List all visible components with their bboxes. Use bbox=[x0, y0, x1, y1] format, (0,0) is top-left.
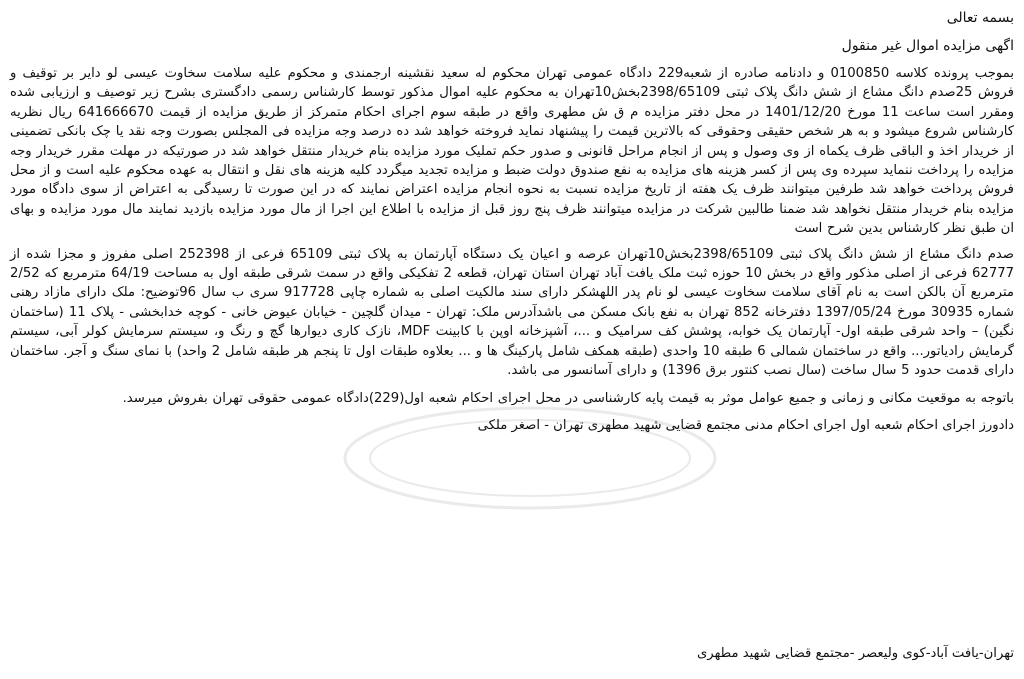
basmala-heading: بسمه تعالی bbox=[946, 10, 1014, 26]
address-line: تهران-یافت آباد-کوی ولیعصر -مجتمع قضایی شهید مطهری bbox=[696, 646, 1014, 661]
property-description-paragraph: صدم دانگ مشاع از شش دانگ پلاک ثبتی 2398/65109بخش10تهران عرصه و اعیان یک دستگاه آپارتمان به پلاک ثبتی 65109 فرعی از 252398 اصلی مفروز و مجزا شده از 62777 فرعی از اصلی مذکور واقع در بخش 10 حوزه ثبت ملک یافت آباد تهران استان تهران، قطعه 2 تفکیکی واقع در سمت شرقی طبقه اول به مساحت 64/19 مترمربع که 2/52 مترمربع آن بالکن است به نام آقای سلامت سخاوت عیسی لو نام پدر اللهشکر دارای سند مالکیت اصلی به شماره چاپی 917728 سری ب سال 96توضیح: ملک دارای مازاد رهنی شماره 30935 مورخ 1397/05/24 دفترخانه 852 تهران به نفع بانک مسکن می باشدآدرس ملک: تهران - میدان گلچین - خیابان عیوض خانی - کوچه خدابخشی - پلاک 11 (ساختمان نگین) – واحد شرقی طبقه اول- آپارتمان یک خوابه، پوشش کف سرامیک و ...، آشپزخانه اوپن با کابینت MDF، نازک کاری دیوارها گچ و رنگ و، سیستم سرمایش کولر آبی، سیستم گرمایش رادیاتور... واقع در ساختمان شمالی 6 طبقه 10 واحدی (طبقه همکف شامل پارکینگ ها و ... بعلاوه طبقات اول تا پنجم هر طبقه شامل 2 واحد) با نمای سنگ و آجر. ساختمان دارای قدمت حدود 5 سال ساخت (سال نصب کنتور برق 1396) و دارای آسانسور می باشد. bbox=[10, 246, 1014, 379]
sale-basis-paragraph: باتوجه به موقعیت مکانی و زمانی و جمیع عوامل موثر به قیمت پایه کارشناسی در محل اجرای احکام شعبه اول(229)دادگاه عمومی حقوقی تهران بفروش میرسد. bbox=[122, 390, 1014, 406]
signature-line: دادورز اجرای احکام شعبه اول اجرای احکام مدنی مجتمع قضایی شهید مطهری تهران - اصغر ملکی bbox=[477, 417, 1014, 433]
notice-title: اگهی مزایده اموال غیر منقول bbox=[841, 38, 1014, 54]
notice-document bbox=[10, 8, 1014, 670]
auction-terms-paragraph: بموجب پرونده کلاسه 0100850 و دادنامه صادره از شعبه229 دادگاه عمومی تهران محکوم له سعید نقشینه ارجمندی و محکوم علیه سلامت سخاوت عیسی لو دایر بر توقیف و فروش 25صدم دانگ مشاع از شش دانگ پلاک ثبتی 2398/65109بخش10تهران به محکوم علیه اموال مذکور توسط کارشناس رسمی دادگستری بشرح زیر توصیف و ارزیابی شده ومقرر است ساعت 11 مورخ 1401/12/20 در محل دفتر مزایده م ق ش مطهری واقع در طبقه سوم اجرای احکام متمرکز از طریق مزایده از قیمت 641666670 ریال نظریه کارشناس شروع میشود و به هر شخص حقیقی وحقوقی که بالاترین قیمت را پیشنهاد نماید فروخته خواهد شد ده درصد وجه مزایده فی المجلس بصورت وجه نقد یا چک بانکی تضمینی از خریدار اخذ و الباقی ظرف یکماه از وی وصول و پس از انجام مراحل قانونی و صدور حکم تملیک مورد مزایده بنام خریدار منتقل خواهد شد در صورتیکه در مهلت مقرر خریدار وجه مزایده را پرداخت ننماید سپرده وی پس از کسر هزینه های مزایده به نفع صندوق دولت ضبط و مزایده تجدید میگردد کلیه هزینه های نقل و انتقال به عهده محکوم علیه است و از محل فروش پرداخت خواهد شد طرفین میتوانند ظرف یک هفته از تاریخ مزایده نسبت به نحوه انجام مزایده اعتراض نمایند که در این صورت تا رسیدگی به اعتراض از سوی دادگاه مورد مزایده بنام خریدار منتقل نخواهد شد ضمنا طالبین شرکت در مزایده میتوانند ظرف پنج روز قبل از مزایده با اطلاع این اجرا از مال مورد مزایده بازدید نمایند مال مورد مزایده و بهای ان طبق نظر کارشناس بدین شرح است bbox=[10, 66, 1015, 237]
